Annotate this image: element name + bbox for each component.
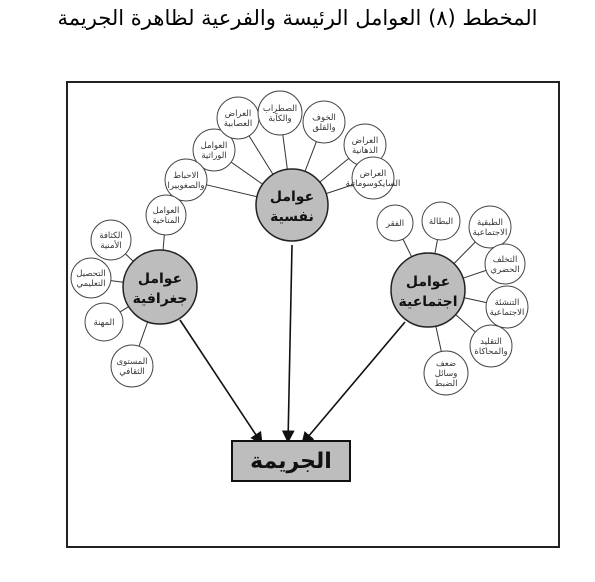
sub-factor-label: الوراثية	[201, 151, 227, 161]
sub-factor-node	[165, 159, 207, 201]
arrow-to-result	[180, 320, 262, 444]
sub-factor-node	[217, 97, 259, 139]
connector-line	[436, 326, 441, 351]
sub-factor-label: التخلف	[492, 255, 518, 265]
sub-factor-node	[470, 325, 512, 367]
sub-factor-label: الطبقية	[477, 218, 503, 228]
connector-line	[163, 235, 164, 250]
sub-factor-node	[258, 91, 302, 135]
sub-factor-node	[469, 206, 511, 248]
sub-factor-label: الحضري	[490, 265, 520, 275]
hub-circle	[391, 253, 465, 327]
sub-factor-label: العراض	[224, 109, 252, 119]
sub-factor-label: البطالة	[428, 217, 454, 227]
hub-label-line2: نفسية	[270, 209, 314, 225]
sub-factor-label: الخوف	[312, 113, 336, 123]
sub-factor-node	[71, 258, 111, 298]
hub-circle	[256, 169, 328, 241]
sub-factor-label: الاجتماعية	[472, 228, 508, 238]
sub-factor-node	[424, 351, 468, 395]
connector-line	[139, 322, 148, 346]
sub-factor-node	[85, 303, 123, 341]
connector-line	[231, 162, 262, 184]
sub-factor-label: العصابية	[223, 119, 253, 129]
sub-factor-label: وسائل	[434, 369, 458, 379]
sub-factor-label: التحصيل	[76, 269, 106, 279]
connector-line	[435, 240, 438, 254]
sub-factor-label: والمحاكاة	[474, 347, 508, 357]
sub-factor-label: الكثافة	[99, 231, 123, 241]
sub-factor-node	[422, 202, 460, 240]
diagram-title: المخطط (٨) العوامل الرئيسة والفرعية لظاهرة الجريمة	[57, 6, 538, 30]
sub-factor-label: ضعف	[435, 359, 457, 369]
sub-factor-label: الاحباط	[173, 171, 199, 181]
connector-line	[249, 136, 273, 175]
sub-factor-label: والقلق	[312, 123, 336, 133]
sub-factor-label: الثقافي	[119, 367, 145, 377]
sub-factor-label: الفقر	[385, 219, 405, 229]
connector-line	[320, 158, 349, 182]
sub-factor-node	[146, 195, 186, 235]
sub-factor-label: الصطراب	[262, 104, 298, 114]
sub-factor-label: والصغوبيرا	[167, 181, 205, 191]
sub-factor-node	[486, 286, 528, 328]
sub-factor-label: التقليد	[480, 337, 502, 347]
sub-factor-label: الذهانية	[352, 146, 378, 156]
arrow-to-result	[288, 245, 292, 442]
sub-factor-node	[91, 220, 131, 260]
connector-line	[125, 254, 133, 262]
hub-psychological	[256, 169, 328, 241]
sub-factor-node	[303, 101, 345, 143]
connector-line	[120, 307, 129, 312]
connector-line	[283, 135, 287, 169]
arrow-to-result	[302, 322, 405, 444]
connector-line	[454, 242, 475, 264]
sub-factor-label: العراض	[351, 136, 379, 146]
connector-line	[403, 239, 412, 257]
sub-factor-label: التنشئة	[494, 298, 520, 308]
sub-factor-label: التعليمي	[76, 279, 106, 289]
sub-factor-label: العوامل	[200, 141, 228, 151]
sub-factor-label: السايكوسوماتية	[345, 179, 401, 189]
sub-factor-label: الضبط	[434, 379, 458, 389]
hub-label-line1: عوامل	[405, 274, 451, 290]
connector-line	[206, 185, 257, 197]
hub-label-line1: عوامل	[269, 189, 315, 205]
connector-line	[305, 142, 316, 172]
hub-label-line1: عوامل	[137, 271, 183, 287]
connector-line	[456, 315, 476, 332]
sub-factor-label: المهنة	[93, 318, 115, 328]
sub-factor-label: المستوى	[116, 357, 148, 367]
sub-factor-label: العراض	[359, 169, 387, 179]
sub-factor-label: والكآبة	[268, 114, 292, 124]
hub-circle	[123, 250, 197, 324]
connector-line	[463, 270, 486, 278]
sub-factor-label: الأمنية	[100, 241, 122, 251]
hub-label-line2: جغرافية	[132, 291, 188, 307]
sub-factor-label: الاجتماعية	[489, 308, 525, 318]
sub-factor-node	[377, 205, 413, 241]
sub-factor-label: المناخية	[152, 216, 180, 226]
sub-factor-node	[485, 244, 525, 284]
hub-label-line2: اجتماعية	[398, 294, 458, 310]
connector-line	[111, 281, 123, 283]
hub-geographical	[123, 250, 197, 324]
result-label: الجريمة	[250, 449, 332, 474]
hub-social	[391, 253, 465, 327]
connector-line	[464, 298, 486, 303]
sub-factor-node	[111, 345, 153, 387]
sub-factor-label: العوامل	[152, 206, 180, 216]
